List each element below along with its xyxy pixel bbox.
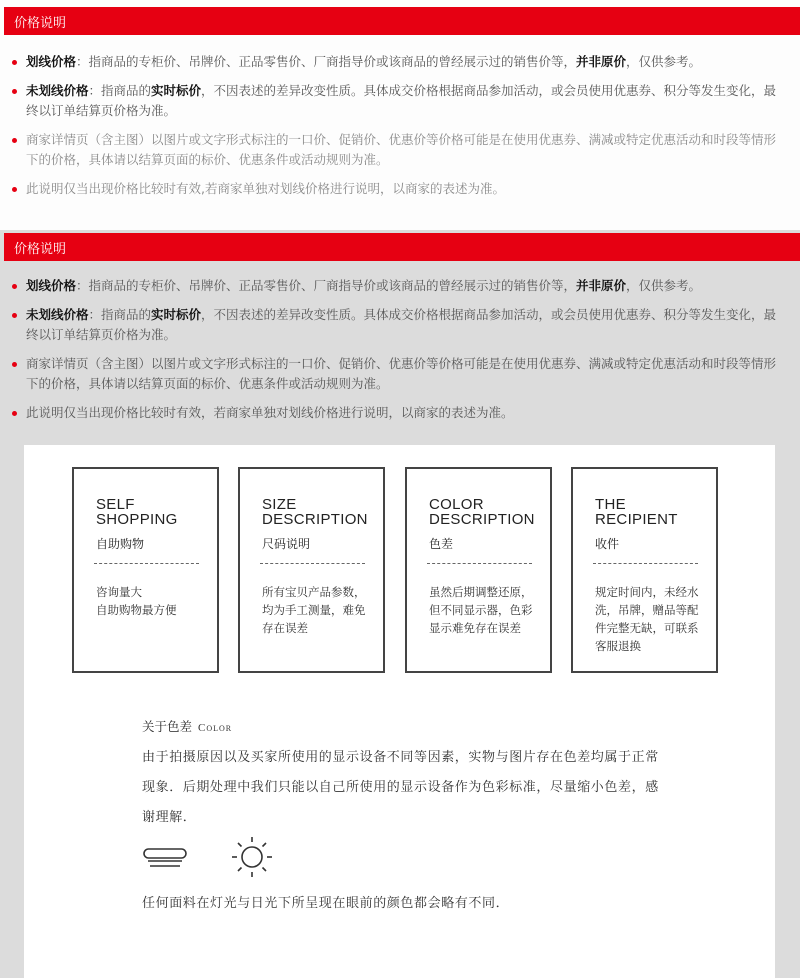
card-color-description (405, 467, 552, 673)
list-item-detail-page-price (12, 354, 782, 394)
term-unstruck-price: 未划线价格 (26, 307, 89, 322)
card-description: 咨询量大 自助购物最方便 (96, 585, 177, 617)
term-strikethrough-price: 划线价格 (26, 54, 77, 69)
list-item-unstruck-price (12, 81, 782, 121)
price-notice-header-bar (4, 7, 800, 35)
bullet-dot-icon (12, 362, 17, 367)
detail-page-price-text: 商家详情页（含主图）以图片或文字形式标注的一口价、促销价、优惠价等价格可能是在使用优惠券、满减或特定优惠活动和时段等情形下的价格，具体请以结算页面的标价、优惠条件或活动规则为准。 (26, 356, 777, 391)
price-notice-section-2 (0, 230, 800, 978)
emphasis-real-time-price: 实时标价 (151, 307, 202, 322)
definition-tail: ，仅供参考。 (626, 278, 702, 293)
card-recipient (571, 467, 718, 673)
card-description: 所有宝贝产品参数， 均为手工测量，难免 存在误差 (262, 585, 366, 635)
term-unstruck-price: 未划线价格 (26, 83, 89, 98)
price-notice-title: 价格说明 (14, 16, 67, 31)
definition-text: ：指商品的专柜价、吊牌价、正品零售价、厂商指导价或该商品的曾经展示过的销售价等， (76, 278, 577, 293)
bullet-dot-icon (12, 187, 17, 192)
card-title-en: COLOR DESCRIPTION (429, 496, 535, 528)
definition-text: ：指商品的专柜价、吊牌价、正品零售价、厂商指导价或该商品的曾经展示过的销售价等， (76, 54, 577, 69)
card-divider (427, 563, 532, 564)
emphasis-real-time-price: 实时标价 (151, 83, 202, 98)
lighting-icons (142, 835, 302, 879)
card-description: 虽然后期调整还原， 但不同显示器，色彩 显示难免存在误差 (429, 585, 533, 635)
list-item-detail-page-price (12, 130, 782, 170)
about-color-body: 由于拍摄原因以及买家所使用的显示设备不同等因素，实物与图片存在色差均属于正常 现象．后期处理中我们只能以自己所使用的显示设备作为色彩标准，尽量缩小色差，感 谢理解． (142, 750, 659, 825)
list-item-scope-note (12, 179, 782, 199)
definition-text: ：指商品的 (88, 83, 152, 98)
definition-tail: ，仅供参考。 (626, 54, 702, 69)
bullet-dot-icon (12, 411, 17, 416)
card-size-description (238, 467, 385, 673)
card-title-cn: 尺码说明 (262, 537, 311, 551)
bullet-dot-icon (12, 89, 17, 94)
bullet-dot-icon (12, 284, 17, 289)
price-notice-section-1 (0, 0, 800, 230)
card-divider (94, 563, 199, 564)
card-title-cn: 自助购物 (96, 537, 145, 551)
definition-text: ：指商品的 (88, 307, 152, 322)
card-divider (593, 563, 698, 564)
bullet-dot-icon (12, 138, 17, 143)
card-self-shopping (72, 467, 219, 673)
bullet-dot-icon (12, 313, 17, 318)
emphasis-not-original-price: 并非原价 (576, 278, 627, 293)
bullet-dot-icon (12, 60, 17, 65)
price-notice-title: 价格说明 (14, 242, 67, 257)
emphasis-not-original-price: 并非原价 (576, 54, 627, 69)
price-notice-list (12, 52, 782, 208)
list-item-unstruck-price (12, 305, 782, 345)
list-item-scope-note (12, 403, 782, 423)
color-difference-note (142, 717, 722, 833)
shopping-info-panel (24, 445, 775, 978)
about-color-title: 关于色差 Color (142, 719, 233, 734)
scope-note-text: 此说明仅当出现价格比较时有效，若商家单独对划线价格进行说明，以商家的表述为准。 (26, 405, 514, 420)
list-item-strikethrough-price (12, 52, 782, 72)
scope-note-text: 此说明仅当出现价格比较时有效,若商家单独对划线价格进行说明，以商家的表述为准。 (26, 181, 505, 196)
price-notice-header-bar (4, 233, 800, 261)
price-notice-list (12, 276, 782, 432)
list-item-strikethrough-price (12, 276, 782, 296)
card-title-cn: 收件 (595, 537, 620, 551)
definition-tail: ，不因表述的差异改变性质。具体成交价格根据商品参加活动，或会员使用优惠券、积分等发生变化，最终以订单结算页价格为准。 (26, 307, 777, 342)
card-title-en: SELF SHOPPING (96, 496, 178, 528)
card-description: 规定时间内，未经水 洗，吊牌，赠品等配 件完整无缺，可联系 客服退换 (595, 585, 699, 653)
sun-icon (232, 837, 272, 877)
fluorescent-lamp-icon (144, 849, 186, 866)
card-title-cn: 色差 (429, 537, 454, 551)
card-divider (260, 563, 365, 564)
card-title-en: SIZE DESCRIPTION (262, 496, 368, 528)
term-strikethrough-price: 划线价格 (26, 278, 77, 293)
lighting-note: 任何面料在灯光与日光下所呈现在眼前的颜色都会略有不同． (142, 896, 510, 911)
definition-tail: ，不因表述的差异改变性质。具体成交价格根据商品参加活动，或会员使用优惠券、积分等发生变化，最终以订单结算页价格为准。 (26, 83, 777, 118)
card-title-en: THE RECIPIENT (595, 496, 678, 528)
detail-page-price-text: 商家详情页（含主图）以图片或文字形式标注的一口价、促销价、优惠价等价格可能是在使用优惠券、满减或特定优惠活动和时段等情形下的价格，具体请以结算页面的标价、优惠条件或活动规则为准。 (26, 132, 777, 167)
